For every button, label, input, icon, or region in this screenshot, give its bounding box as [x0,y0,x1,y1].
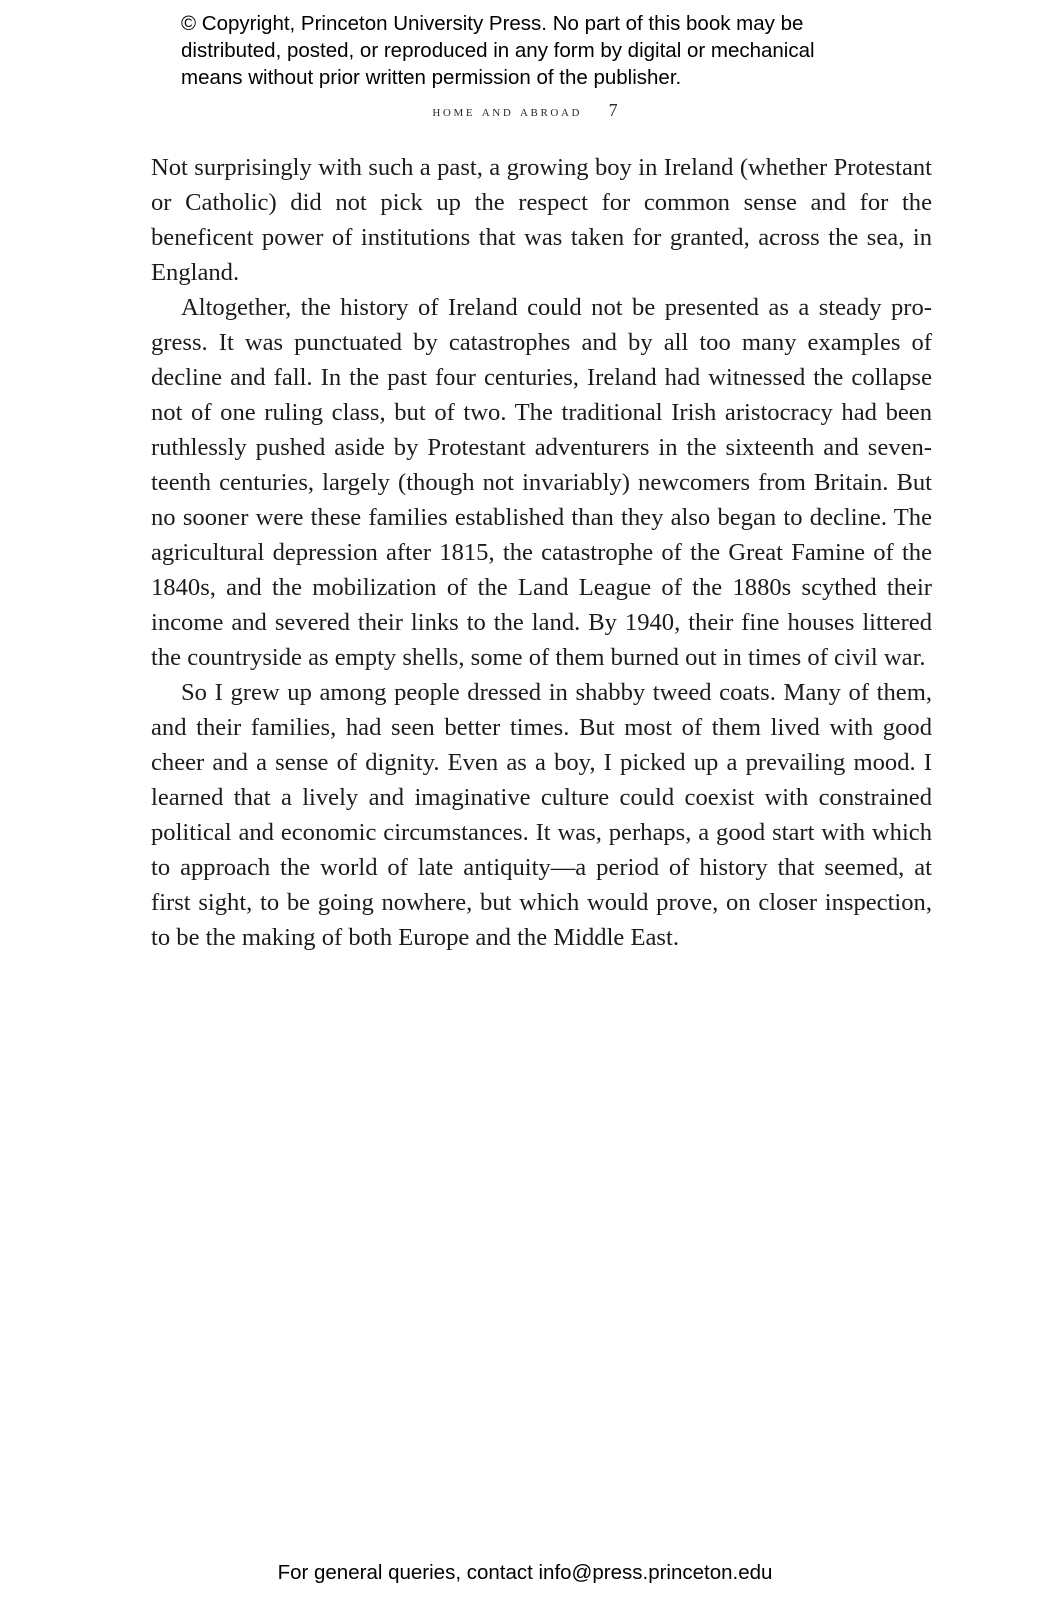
running-head-title: home and abroad [432,103,583,120]
copyright-line: distributed, posted, or reproduced in any form by digital or mechanical [181,39,815,62]
paragraph: So I grew up among people dressed in shabby tweed coats. Many of them, and their families, had seen better times. But most of them lived with good cheer and a sense of dignity. Even as a boy, I picked up a prevailing mood. I learned that a lively and imaginative culture could coexist with constrained political and economic circumstances. It was, perhaps, a good start with which to approach the world of late antiquity—a period of history that seemed, at first sight, to be going nowhere, but which would prove, on closer inspection, to be the making of both Europe and the Middle East. [151,679,932,951]
page-number: 7 [608,100,618,120]
running-head [0,100,1050,121]
copyright-notice [181,10,901,91]
copyright-line: © Copyright, Princeton University Press. No part of this book may be [181,12,804,35]
copyright-line: means without prior written permission of the publisher. [181,66,682,89]
body-text [151,150,932,955]
paragraph: Altogether, the history of Ireland could not be presented as a steady progress. It was punctuated by catastrophes and by all too many examples of decline and fall. In the past four centuries, Ireland had witnessed the collapse not of one ruling class, but of two. The traditional Irish aristocracy had been ruthlessly pushed aside by Protestant adventurers in the sixteenth and seventeenth centuries, largely (though not invariably) newcomers from Britain. But no sooner were these families established than they also began to decline. The agricultural depression after 1815, the catastrophe of the Great Famine of the 1840s, and the mobilization of the Land League of the 1880s scythed their income and severed their links to the land. By 1940, their fine houses littered the countryside as empty shells, some of them burned out in times of civil war. [151,294,932,671]
paragraph: Not surprisingly with such a past, a growing boy in Ireland (whether Protestant or Catholic) did not pick up the respect for common sense and for the beneficent power of institutions that was taken for granted, across the sea, in England. [151,154,932,286]
footer-contact: For general queries, contact info@press.princeton.edu [277,1561,773,1584]
